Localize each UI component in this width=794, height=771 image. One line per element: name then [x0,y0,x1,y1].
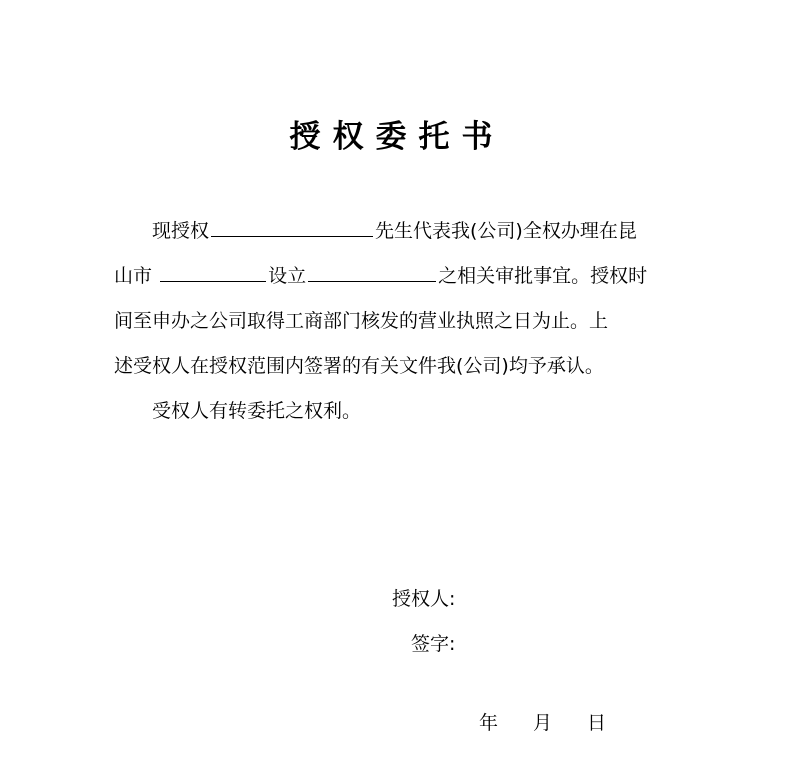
document-body [114,209,694,434]
text-segment: 先生代表我(公司)全权办理在昆 [375,220,637,242]
date-year: 年 [479,712,499,734]
text-segment: 设立 [268,265,307,287]
body-line-4: 述受权人在授权范围内签署的有关文件我(公司)均予承认。 [114,355,604,377]
document-title: 授权委托书 [289,119,505,155]
text-segment: 现授权 [152,220,210,242]
body-paragraph-2: 受权人有转委托之权利。 [152,400,362,422]
body-line-3: 间至申办之公司取得工商部门核发的营业执照之日为止。上 [114,310,609,332]
date-month: 月 [533,712,553,734]
text-segment: 山市 [114,265,153,287]
district-blank [160,261,266,282]
company-blank [308,261,436,282]
authorized-person-blank [211,216,373,237]
date-day: 日 [587,712,607,734]
authorizer-label: 授权人: [392,588,456,610]
body-line-1 [114,209,694,254]
signature-label: 签字: [411,633,456,655]
body-line-2 [114,254,694,299]
text-segment: 之相关审批事宜。授权时 [438,265,648,287]
